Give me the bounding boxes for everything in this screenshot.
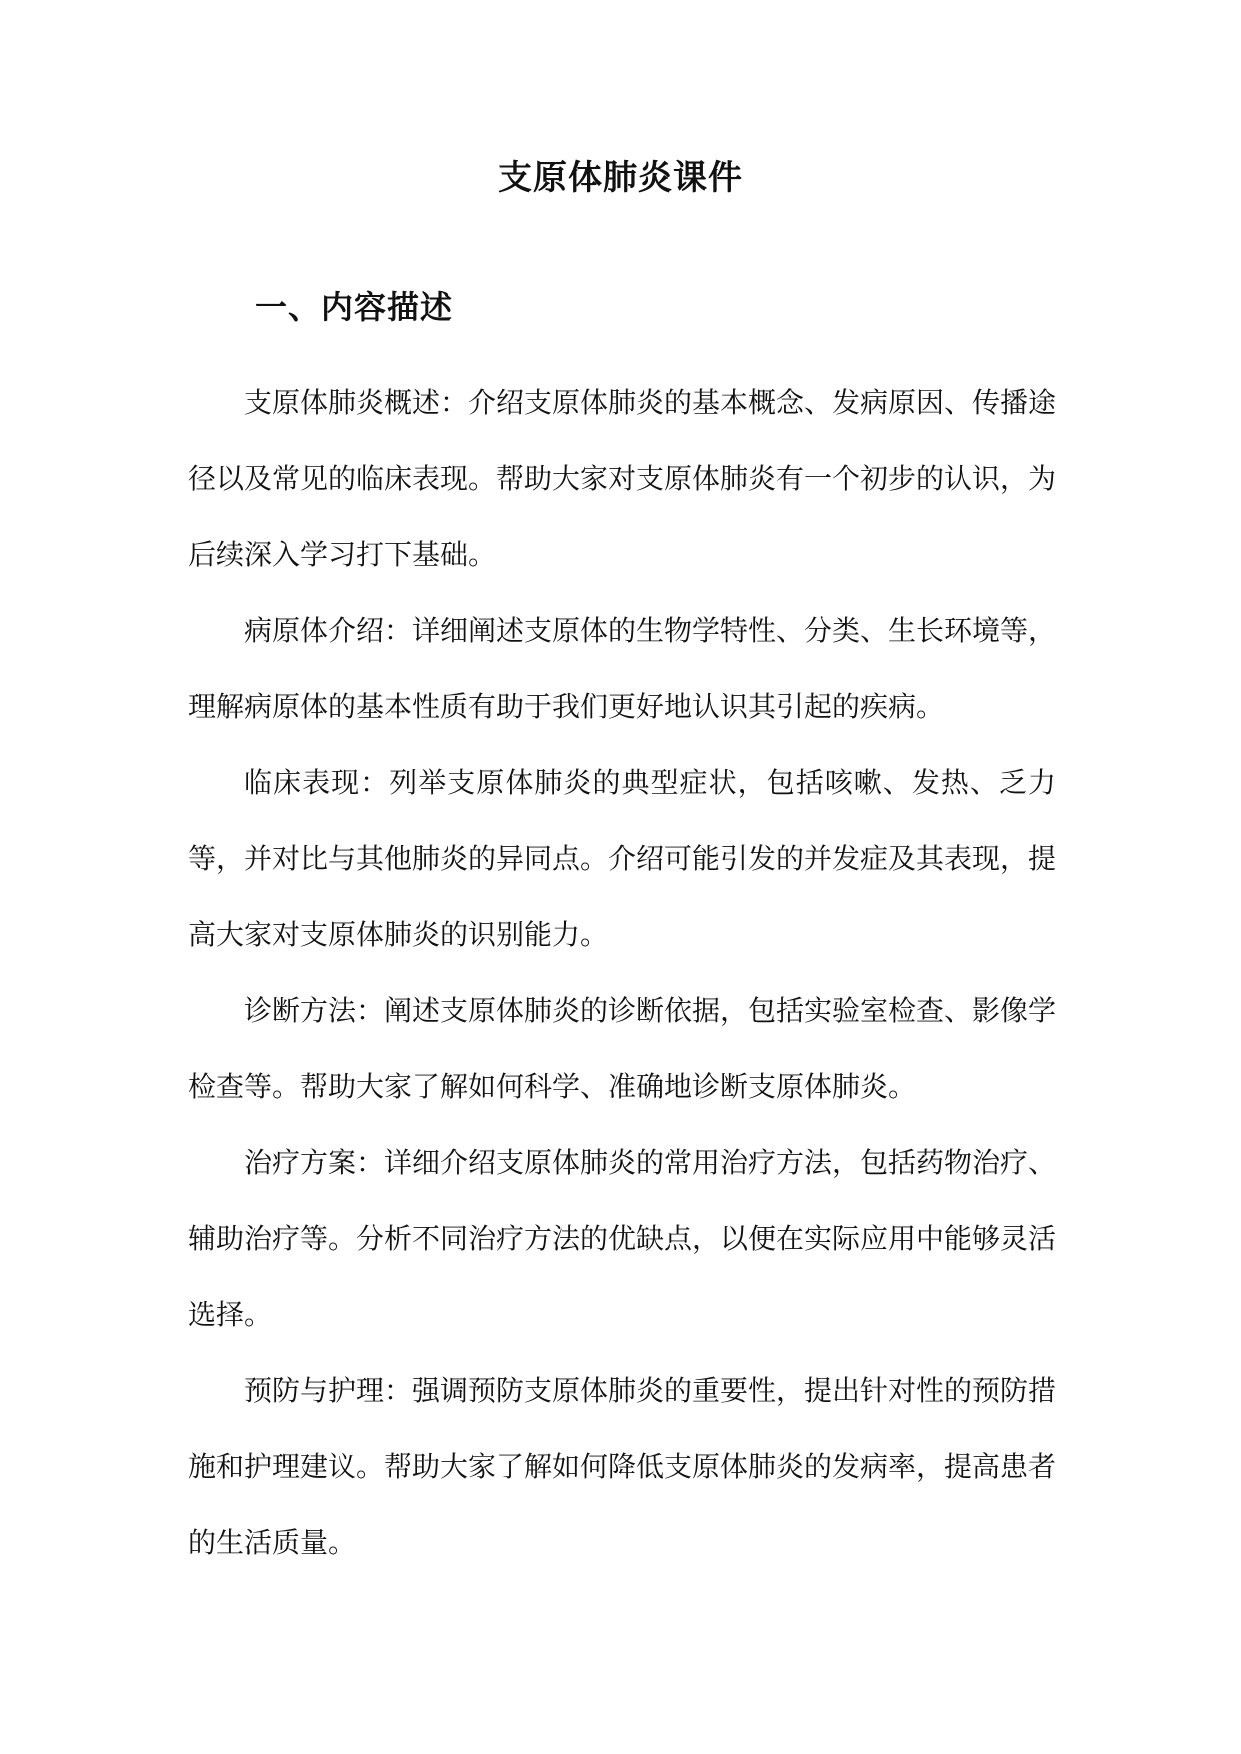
paragraph-clinical: 临床表现：列举支原体肺炎的典型症状，包括咳嗽、发热、乏力等，并对比与其他肺炎的异同点。介绍可能引发的并发症及其表现，提高大家对支原体肺炎的识别能力。 bbox=[188, 766, 1057, 951]
document-title: 支原体肺炎课件 bbox=[498, 158, 743, 198]
paragraph-diagnosis: 诊断方法：阐述支原体肺炎的诊断依据，包括实验室检查、影像学检查等。帮助大家了解如何科学、准确地诊断支原体肺炎。 bbox=[188, 994, 1057, 1103]
paragraph-prevention: 预防与护理：强调预防支原体肺炎的重要性，提出针对性的预防措施和护理建议。帮助大家了解如何降低支原体肺炎的发病率，提高患者的生活质量。 bbox=[188, 1374, 1057, 1559]
paragraph-overview: 支原体肺炎概述：介绍支原体肺炎的基本概念、发病原因、传播途径以及常见的临床表现。帮助大家对支原体肺炎有一个初步的认识，为后续深入学习打下基础。 bbox=[188, 386, 1057, 571]
paragraph-pathogen: 病原体介绍：详细阐述支原体的生物学特性、分类、生长环境等，理解病原体的基本性质有助于我们更好地认识其引起的疾病。 bbox=[188, 614, 1057, 723]
section-heading: 一、内容描述 bbox=[255, 288, 454, 326]
document-body bbox=[188, 365, 1056, 1581]
paragraph-treatment: 治疗方案：详细介绍支原体肺炎的常用治疗方法，包括药物治疗、辅助治疗等。分析不同治疗方法的优缺点，以便在实际应用中能够灵活选择。 bbox=[188, 1146, 1057, 1331]
